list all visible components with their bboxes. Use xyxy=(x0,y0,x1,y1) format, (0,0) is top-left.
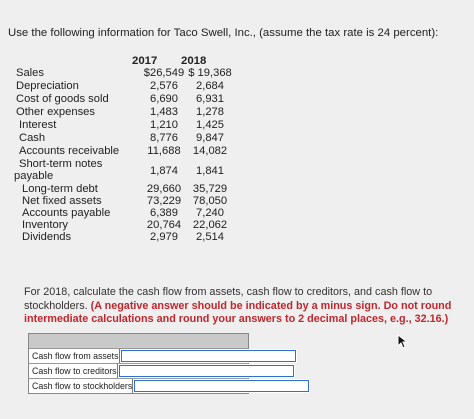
value-2018-long-term-debt: 35,729 xyxy=(192,183,228,195)
value-2018-sales: $ 19,368 xyxy=(188,67,232,79)
value-2017-other-expenses: 1,483 xyxy=(150,106,178,118)
value-2017-sales: $26,549 xyxy=(143,67,185,79)
question-text: For 2018, calculate the cash flow from assets, cash flow to creditors, and cash flow to stockholders. xyxy=(24,286,433,312)
row-label-depreciation: Depreciation xyxy=(16,80,79,92)
value-2017-inventory: 20,764 xyxy=(146,219,182,231)
intro-text: Use the following information for Taco Swell, Inc., (assume the tax rate is 24 percent): xyxy=(8,27,439,39)
value-2017-accounts-payable: 6,389 xyxy=(150,207,178,219)
value-2017-short-term-notes: 1,874 xyxy=(150,165,178,177)
value-2018-cogs: 6,931 xyxy=(196,93,224,105)
row-label-other-expenses: Other expenses xyxy=(16,106,95,118)
row-label-dividends: Dividends xyxy=(22,231,72,243)
question-block xyxy=(24,286,454,327)
cash-flow-to-stockholders-input[interactable] xyxy=(133,379,310,393)
row-label-accounts-receivable: Accounts receivable xyxy=(19,145,120,157)
col-header-2018: 2018 xyxy=(181,55,207,67)
value-2017-cash: 8,776 xyxy=(150,132,178,144)
value-2018-inventory: 22,062 xyxy=(192,219,228,231)
answer-label-cash-flow-from-assets: Cash flow from assets xyxy=(29,349,120,363)
value-2018-other-expenses: 1,278 xyxy=(196,106,224,118)
row-label-accounts-payable: Accounts payable xyxy=(22,207,111,219)
answer-label-cash-flow-to-creditors: Cash flow to creditors xyxy=(29,364,118,378)
cash-flow-to-creditors-input[interactable] xyxy=(118,364,295,378)
value-2018-interest: 1,425 xyxy=(196,119,224,131)
row-label-net-fixed-assets: Net fixed assets xyxy=(22,195,102,207)
value-2017-dividends: 2,979 xyxy=(150,231,178,243)
value-2017-depreciation: 2,576 xyxy=(150,80,178,92)
row-label-cogs: Cost of goods sold xyxy=(16,93,109,105)
row-label-cash: Cash xyxy=(19,132,46,144)
row-label-short-term-notes: Short-term notes xyxy=(19,158,103,170)
question-instructions: (A negative answer should be indicated by a minus sign. Do not round intermediate calculations and round your answers to 2 decimal places, e.g., 32.16.) xyxy=(24,299,452,325)
value-2018-depreciation: 2,684 xyxy=(196,80,224,92)
cash-flow-from-assets-input[interactable] xyxy=(120,349,297,363)
answer-table xyxy=(28,333,249,394)
value-2017-accounts-receivable: 11,688 xyxy=(147,145,181,157)
value-2018-accounts-payable: 7,240 xyxy=(196,207,224,219)
cursor-icon xyxy=(397,334,408,349)
row-label-interest: Interest xyxy=(19,119,57,131)
row-label-short-term-notes-cont: payable xyxy=(14,170,54,182)
row-label-long-term-debt: Long-term debt xyxy=(22,183,98,195)
answer-table-header xyxy=(29,334,248,349)
value-2018-accounts-receivable: 14,082 xyxy=(192,145,228,157)
answer-row xyxy=(29,379,248,393)
value-2017-cogs: 6,690 xyxy=(150,93,178,105)
value-2018-net-fixed-assets: 78,050 xyxy=(192,195,228,207)
value-2017-net-fixed-assets: 73,229 xyxy=(146,195,182,207)
answer-label-cash-flow-to-stockholders: Cash flow to stockholders xyxy=(29,379,133,393)
col-header-2017: 2017 xyxy=(132,55,158,67)
value-2018-cash: 9,847 xyxy=(196,132,224,144)
row-label-sales: Sales xyxy=(16,67,44,79)
answer-row xyxy=(29,349,248,364)
value-2017-interest: 1,210 xyxy=(150,119,178,131)
value-2017-long-term-debt: 29,660 xyxy=(146,183,182,195)
row-label-inventory: Inventory xyxy=(22,219,69,231)
answer-row xyxy=(29,364,248,379)
value-2018-dividends: 2,514 xyxy=(196,231,224,243)
value-2018-short-term-notes: 1,841 xyxy=(196,165,224,177)
